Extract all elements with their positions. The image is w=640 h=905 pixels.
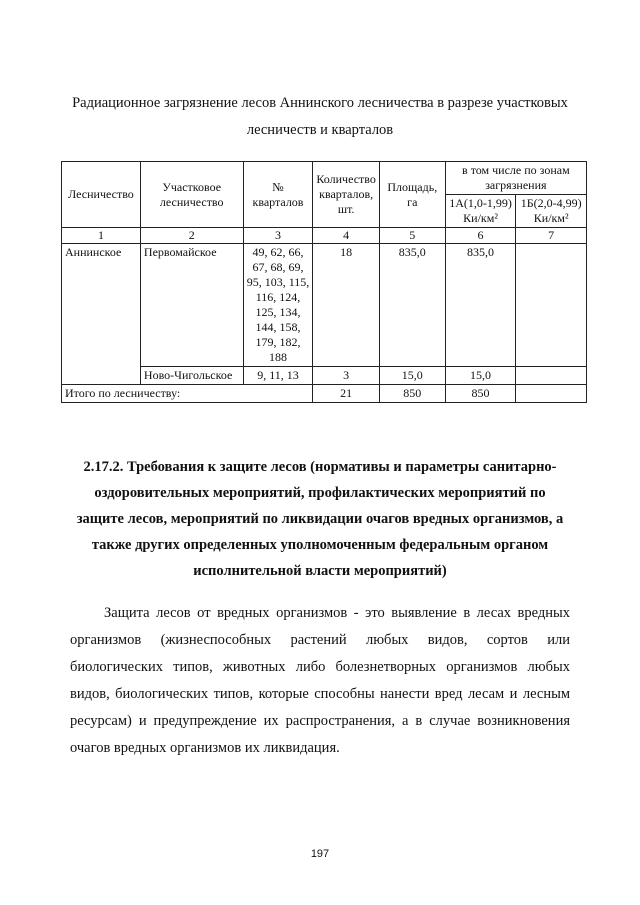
header-zone-1a: 1А(1,0-1,99) Ки/км² [445,195,516,228]
column-number: 3 [243,228,313,244]
table-row [62,244,587,367]
cell-district: Ново-Чигольское [140,367,243,385]
header-zone-1b: 1Б(2,0-4,99) Ки/км² [516,195,587,228]
body-paragraph: Защита лесов от вредных организмов - это выявление в лесах вредных организмов (жизнеспособных растений любых видов, сортов или биологических типов, животных либо болезнетворных организмов любых видов, биологических типов, которые способны нанести вред лесам и лесным ресурсам) и предупреждение их распространения, а в случае возникновения очагов вредных организмов их ликвидация. [70,605,570,756]
cell-district: Первомайское [140,244,243,367]
total-count: 21 [313,385,379,403]
cell-count: 18 [313,244,379,367]
table-row [62,367,587,385]
total-label: Итого по лесничеству: [62,385,313,403]
column-number: 4 [313,228,379,244]
page-number: 197 [310,848,330,860]
column-number: 7 [516,228,587,244]
cell-count: 3 [313,367,379,385]
cell-area: 15,0 [379,367,445,385]
header-area: Площадь, га [379,162,445,228]
header-zones-group: в том числе по зонам загрязнения [445,162,586,195]
column-number: 1 [62,228,141,244]
cell-zone-1b [516,244,587,367]
total-row [62,385,587,403]
total-zone-1a: 850 [445,385,516,403]
header-count: Количество кварталов, шт. [313,162,379,228]
cell-area: 835,0 [379,244,445,367]
section-heading: 2.17.2. Требования к защите лесов (нормативы и параметры санитарно-оздоровительных мероприятий, профилактических мероприятий по защите лесов, мероприятий по ликвидации очагов вредных организмов, а также других определенных уполномоченным федеральным органом исполнительной власти мероприятий) [76,459,564,579]
header-quarters: № кварталов [243,162,313,228]
cell-zone-1a: 835,0 [445,244,516,367]
cell-zone-1b [516,367,587,385]
cell-zone-1a: 15,0 [445,367,516,385]
radiation-contamination-table [61,161,587,403]
cell-forestry: Аннинское [62,244,141,385]
column-number-row [62,228,587,244]
cell-quarters: 9, 11, 13 [243,367,313,385]
caption-line-2: лесничеств и кварталов [246,122,394,138]
total-area: 850 [379,385,445,403]
column-number: 5 [379,228,445,244]
total-zone-1b [516,385,587,403]
header-district: Участковое лесничество [140,162,243,228]
caption-line-1: Радиационное загрязнение лесов Аннинского лесничества в разрезе участковых [72,95,568,111]
column-number: 2 [140,228,243,244]
header-forestry: Лесничество [62,162,141,228]
table-caption [40,90,600,144]
header-row [62,162,587,195]
cell-quarters: 49, 62, 66, 67, 68, 69, 95, 103, 115, 116, 124, 125, 134, 144, 158, 179, 182, 188 [243,244,313,367]
column-number: 6 [445,228,516,244]
